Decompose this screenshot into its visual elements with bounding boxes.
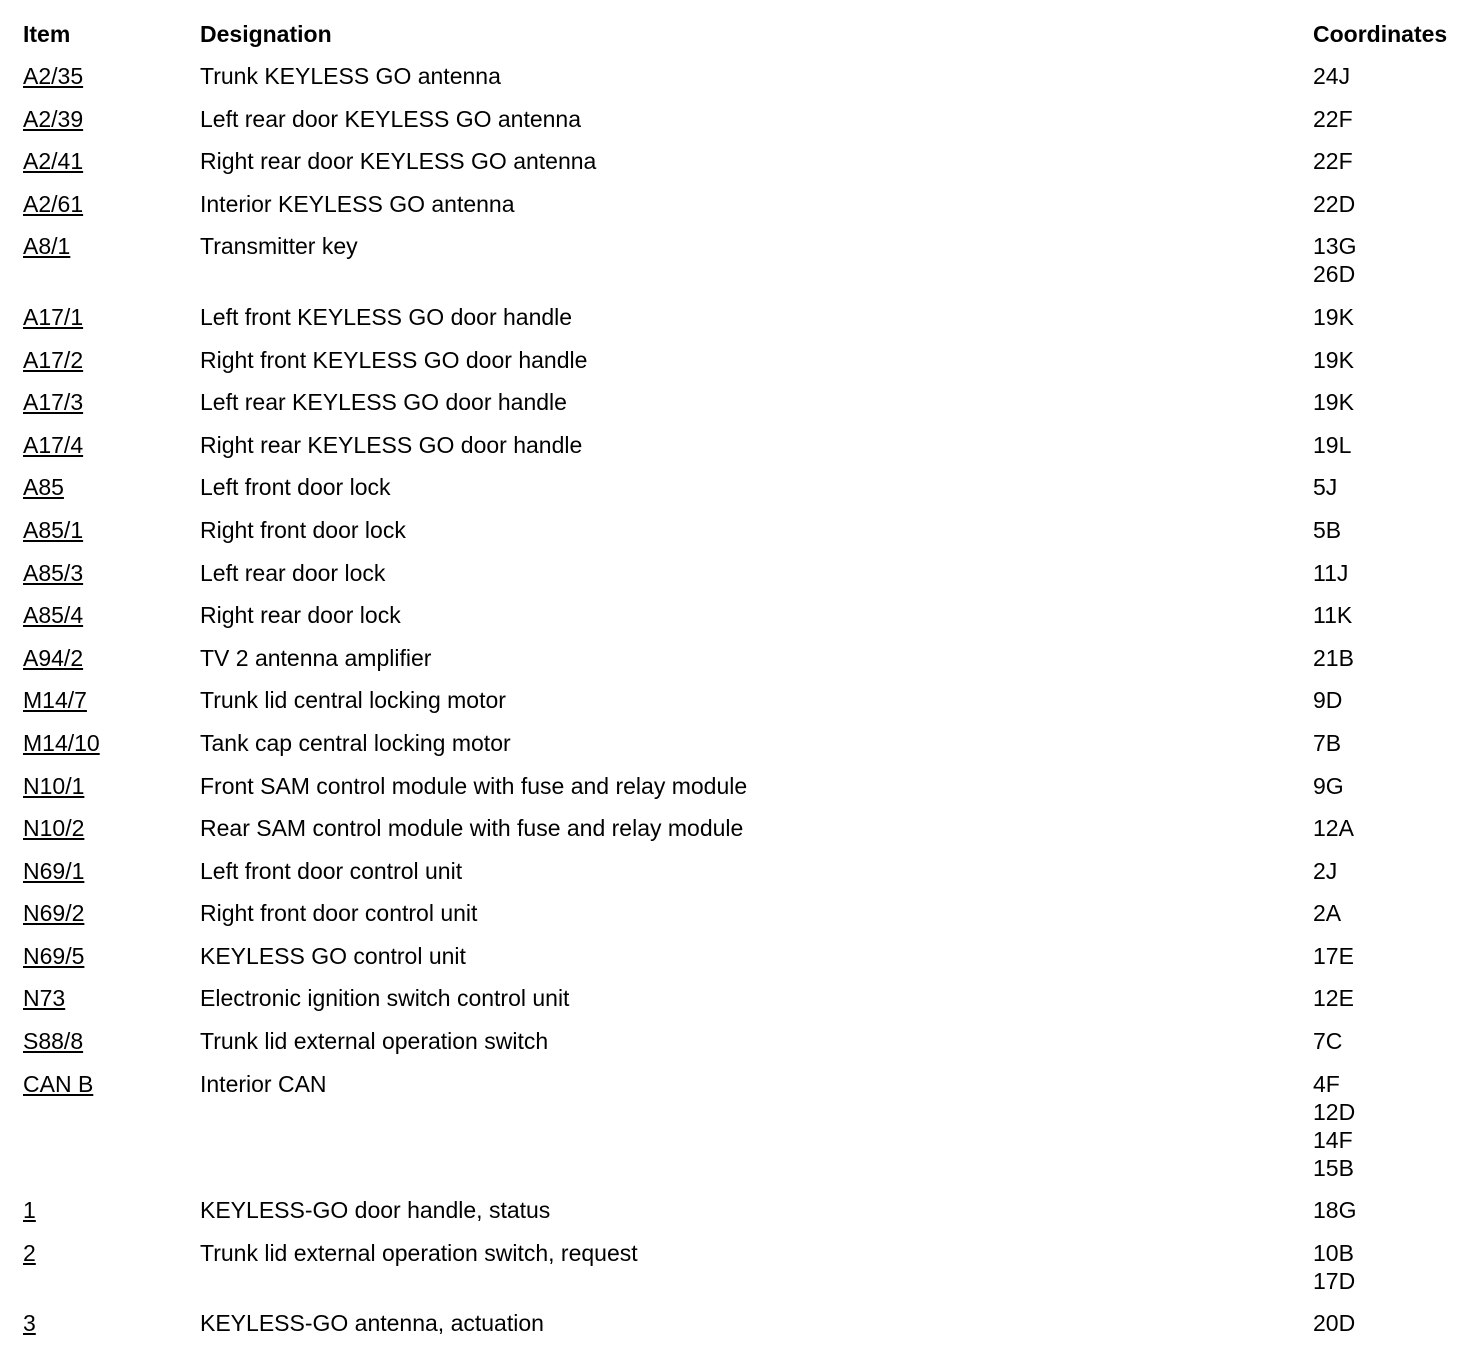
coordinate-value: 14F	[1313, 1126, 1353, 1153]
coordinate-value: 12E	[1313, 985, 1354, 1012]
item-link[interactable]: N69/2	[23, 900, 85, 927]
table-row	[0, 559, 1472, 587]
item-cell	[23, 857, 84, 885]
item-cell	[23, 105, 83, 133]
designation-cell: Left rear door lock	[200, 559, 386, 586]
coordinate-value: 7C	[1313, 1028, 1343, 1055]
table-row	[0, 942, 1472, 970]
coordinate-value: 19K	[1313, 346, 1354, 373]
coordinate-value: 26D	[1313, 261, 1356, 288]
table-row	[0, 729, 1472, 757]
designation-cell: Left front door lock	[200, 474, 391, 501]
coordinate-value: 17E	[1313, 942, 1354, 969]
item-cell	[23, 1309, 36, 1337]
item-link[interactable]: A85/3	[23, 559, 84, 586]
item-link[interactable]: A85	[23, 474, 64, 501]
coordinates-cell	[1313, 147, 1472, 175]
coordinates-cell	[1313, 772, 1472, 800]
coordinates-cell	[1313, 1309, 1472, 1337]
coordinates-cell	[1313, 1027, 1472, 1055]
item-link[interactable]: A17/1	[23, 303, 84, 330]
designation-cell: Right rear door lock	[200, 602, 401, 629]
designation-cell: Transmitter key	[200, 233, 358, 260]
coordinate-value: 2J	[1313, 857, 1338, 884]
designation-cell: Trunk lid external operation switch	[200, 1028, 549, 1055]
designation-cell: Right front door lock	[200, 516, 406, 543]
item-cell	[23, 147, 83, 175]
item-link[interactable]: S88/8	[23, 1028, 84, 1055]
coordinate-value: 13G	[1313, 233, 1357, 260]
item-cell	[23, 644, 83, 672]
designation-cell: Left front door control unit	[200, 857, 463, 884]
coordinates-cell	[1313, 346, 1472, 374]
item-link[interactable]: 2	[23, 1239, 36, 1266]
coordinate-value: 22F	[1313, 148, 1353, 175]
coordinate-value: 12D	[1313, 1098, 1356, 1125]
designation-cell: KEYLESS-GO antenna, actuation	[200, 1310, 544, 1337]
table-row	[0, 686, 1472, 714]
item-cell	[23, 899, 84, 927]
coordinates-cell	[1313, 644, 1472, 672]
table-row	[0, 303, 1472, 331]
coordinates-cell	[1313, 473, 1472, 501]
designation-cell: Left rear door KEYLESS GO antenna	[200, 105, 582, 132]
item-link[interactable]: N73	[23, 985, 66, 1012]
item-link[interactable]: N10/2	[23, 815, 85, 842]
item-cell	[23, 1239, 36, 1267]
coordinate-value: 4F	[1313, 1070, 1340, 1097]
table-row	[0, 814, 1472, 842]
item-cell	[23, 346, 83, 374]
coordinate-value: 19K	[1313, 303, 1354, 330]
table-row	[0, 984, 1472, 1012]
item-cell	[23, 686, 87, 714]
coordinate-value: 22F	[1313, 105, 1353, 132]
table-row	[0, 346, 1472, 374]
designation-cell: Right rear KEYLESS GO door handle	[200, 431, 583, 458]
designation-cell: Interior CAN	[200, 1070, 327, 1097]
designation-cell: Left front KEYLESS GO door handle	[200, 303, 573, 330]
item-cell	[23, 516, 83, 544]
header-designation: Designation	[200, 21, 332, 47]
coordinate-value: 20D	[1313, 1310, 1356, 1337]
coordinate-value: 21B	[1313, 644, 1354, 671]
item-link[interactable]: CAN B	[23, 1070, 94, 1097]
item-link[interactable]: A94/2	[23, 644, 84, 671]
coordinates-cell	[1313, 62, 1472, 90]
table-row	[0, 388, 1472, 416]
table-row	[0, 601, 1472, 629]
legend-table	[0, 20, 1472, 1352]
item-link[interactable]: 1	[23, 1197, 36, 1224]
designation-cell: Left rear KEYLESS GO door handle	[200, 389, 567, 416]
table-row	[0, 1309, 1472, 1337]
coordinates-cell	[1313, 105, 1472, 133]
item-link[interactable]: N69/5	[23, 942, 85, 969]
item-link[interactable]: A2/35	[23, 63, 84, 89]
item-cell	[23, 772, 84, 800]
table-row	[0, 1070, 1472, 1182]
designation-cell: Tank cap central locking motor	[200, 729, 511, 756]
table-row	[0, 473, 1472, 501]
table-row	[0, 1027, 1472, 1055]
coordinates-cell	[1313, 1196, 1472, 1224]
coordinate-value: 17D	[1313, 1267, 1356, 1294]
table-row	[0, 62, 1472, 90]
coordinate-value: 2A	[1313, 900, 1342, 927]
designation-cell: Rear SAM control module with fuse and relay module	[200, 815, 744, 842]
table-row	[0, 105, 1472, 133]
coordinate-value: 22D	[1313, 190, 1356, 217]
designation-cell: Right rear door KEYLESS GO antenna	[200, 148, 597, 175]
coordinates-cell	[1313, 857, 1472, 885]
table-body	[0, 62, 1472, 1337]
item-link[interactable]: A85/4	[23, 602, 84, 629]
item-link[interactable]: A8/1	[23, 233, 71, 260]
table-row	[0, 190, 1472, 218]
coordinates-cell	[1313, 814, 1472, 842]
coordinates-cell	[1313, 190, 1472, 218]
coordinates-cell	[1313, 431, 1472, 459]
table-row	[0, 516, 1472, 544]
item-link[interactable]: A85/1	[23, 516, 84, 543]
coordinates-cell	[1313, 686, 1472, 714]
coordinates-cell	[1313, 942, 1472, 970]
coordinate-value: 19L	[1313, 431, 1352, 458]
table-row	[0, 644, 1472, 672]
header-item: Item	[23, 21, 71, 47]
coordinates-cell	[1313, 1070, 1472, 1182]
item-cell	[23, 1070, 93, 1098]
table-row	[0, 1239, 1472, 1295]
designation-cell: Trunk lid external operation switch, request	[200, 1239, 638, 1266]
item-cell	[23, 473, 64, 501]
item-link[interactable]: N10/1	[23, 772, 85, 799]
designation-cell: KEYLESS GO control unit	[200, 942, 466, 969]
item-link[interactable]: M14/7	[23, 687, 87, 714]
coordinate-value: 11K	[1313, 602, 1353, 629]
coordinates-cell	[1313, 559, 1472, 587]
coordinate-value: 11J	[1313, 559, 1349, 586]
coordinate-value: 18G	[1313, 1197, 1357, 1224]
coordinate-value: 7B	[1313, 729, 1342, 756]
item-cell	[23, 1027, 83, 1055]
coordinate-value: 19K	[1313, 389, 1354, 416]
designation-cell: Electronic ignition switch control unit	[200, 985, 570, 1012]
table-row	[0, 899, 1472, 927]
coordinate-value: 10B	[1313, 1239, 1354, 1266]
designation-cell: Trunk lid central locking motor	[200, 687, 506, 714]
item-link[interactable]: A2/61	[23, 190, 84, 217]
table-row	[0, 857, 1472, 885]
item-link[interactable]: A2/39	[23, 105, 84, 132]
coordinates-cell	[1313, 388, 1472, 416]
table-row	[0, 232, 1472, 288]
coordinates-cell	[1313, 729, 1472, 757]
item-cell	[23, 62, 83, 90]
coordinates-cell	[1313, 899, 1472, 927]
table-header	[0, 20, 1472, 48]
item-cell	[23, 942, 84, 970]
coordinates-cell	[1313, 984, 1472, 1012]
item-link[interactable]: 3	[23, 1310, 36, 1337]
coordinates-cell	[1313, 601, 1472, 629]
item-cell	[23, 431, 83, 459]
item-cell	[23, 190, 83, 218]
item-cell	[23, 232, 70, 260]
coordinate-value: 9G	[1313, 772, 1344, 799]
coordinates-cell	[1313, 516, 1472, 544]
item-cell	[23, 388, 83, 416]
designation-cell: TV 2 antenna amplifier	[200, 644, 432, 671]
table-row	[0, 431, 1472, 459]
coordinate-value: 5J	[1313, 474, 1338, 501]
coordinates-cell	[1313, 1239, 1472, 1295]
item-cell	[23, 729, 100, 757]
designation-cell: Interior KEYLESS GO antenna	[200, 190, 515, 217]
designation-cell: Right front door control unit	[200, 900, 478, 927]
designation-cell: Right front KEYLESS GO door handle	[200, 346, 588, 373]
item-link[interactable]: A17/2	[23, 346, 84, 373]
item-link[interactable]: A17/3	[23, 389, 84, 416]
item-cell	[23, 303, 83, 331]
item-link[interactable]: A17/4	[23, 431, 84, 458]
designation-cell: Front SAM control module with fuse and relay module	[200, 772, 748, 799]
coordinate-value: 24J	[1313, 63, 1351, 89]
item-link[interactable]: M14/10	[23, 729, 100, 756]
table-row	[0, 147, 1472, 175]
header-coordinates: Coordinates	[1313, 21, 1448, 47]
item-link[interactable]: A2/41	[23, 148, 84, 175]
item-link[interactable]: N69/1	[23, 857, 85, 884]
table-row	[0, 1196, 1472, 1224]
item-cell	[23, 1196, 36, 1224]
coordinates-cell	[1313, 232, 1472, 288]
designation-cell: KEYLESS-GO door handle, status	[200, 1197, 551, 1224]
coordinates-cell	[1313, 303, 1472, 331]
coordinate-value: 5B	[1313, 516, 1342, 543]
coordinate-value: 12A	[1313, 815, 1354, 842]
table-row	[0, 772, 1472, 800]
coordinate-value: 9D	[1313, 687, 1343, 714]
coordinate-value: 15B	[1313, 1154, 1354, 1181]
item-cell	[23, 984, 65, 1012]
item-cell	[23, 601, 83, 629]
designation-cell: Trunk KEYLESS GO antenna	[200, 63, 501, 89]
item-cell	[23, 814, 84, 842]
item-cell	[23, 559, 83, 587]
